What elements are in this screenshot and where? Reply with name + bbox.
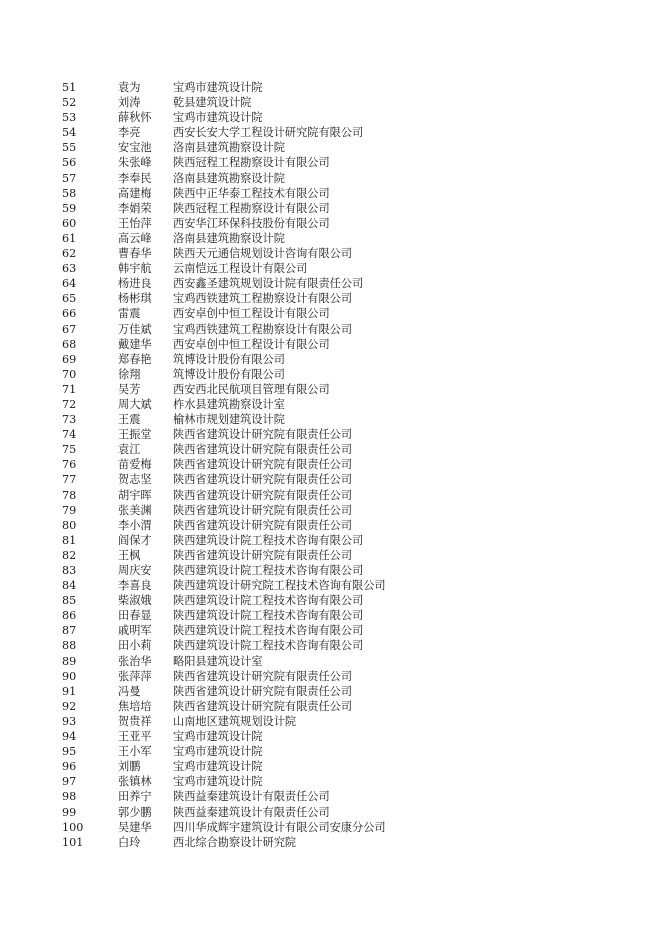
row-number: 91 xyxy=(62,684,77,698)
person-name: 焦培培 xyxy=(118,699,152,713)
row-number: 100 xyxy=(62,820,84,834)
roster-row xyxy=(0,699,662,714)
row-number: 72 xyxy=(62,397,77,411)
person-name: 李亮 xyxy=(118,126,141,140)
organization-name: 宝鸡市建筑设计院 xyxy=(173,775,263,789)
roster-row xyxy=(0,654,662,669)
roster-row xyxy=(0,216,662,231)
person-name: 贺贵祥 xyxy=(118,714,152,728)
row-number: 81 xyxy=(62,533,77,547)
person-name: 王怡萍 xyxy=(118,216,152,230)
organization-name: 西安西北民航项目管理有限公司 xyxy=(173,382,330,396)
row-number: 80 xyxy=(62,518,77,532)
person-name: 王亚平 xyxy=(118,730,152,744)
organization-name: 陕西建筑设计院工程技术咨询有限公司 xyxy=(173,624,364,638)
person-name: 王枫 xyxy=(118,548,141,562)
row-number: 84 xyxy=(62,579,77,593)
roster-row xyxy=(0,533,662,548)
organization-name: 山南地区建筑规划设计院 xyxy=(173,714,297,728)
row-number: 85 xyxy=(62,594,77,608)
roster-row xyxy=(0,382,662,397)
roster-row xyxy=(0,457,662,472)
organization-name: 乾县建筑设计院 xyxy=(173,96,252,110)
roster-row xyxy=(0,246,662,261)
person-name: 田养宁 xyxy=(118,790,152,804)
roster-row xyxy=(0,548,662,563)
row-number: 63 xyxy=(62,262,77,276)
person-name: 杨彬琪 xyxy=(118,292,152,306)
person-name: 贺志坚 xyxy=(118,473,152,487)
organization-name: 陕西省建筑设计研究院有限责任公司 xyxy=(173,458,353,472)
row-number: 52 xyxy=(62,96,77,110)
person-name: 吴芳 xyxy=(118,382,141,396)
roster-row xyxy=(0,125,662,140)
organization-name: 宝鸡市建筑设计院 xyxy=(173,745,263,759)
row-number: 61 xyxy=(62,231,77,245)
organization-name: 陕西建筑设计研究院工程技术咨询有限公司 xyxy=(173,579,386,593)
roster-row xyxy=(0,789,662,804)
organization-name: 榆林市规划建筑设计院 xyxy=(173,413,285,427)
person-name: 李娟荣 xyxy=(118,201,152,215)
roster-row xyxy=(0,669,662,684)
roster-row xyxy=(0,352,662,367)
organization-name: 洛南县建筑勘察设计院 xyxy=(173,231,285,245)
row-number: 98 xyxy=(62,790,77,804)
row-number: 96 xyxy=(62,760,77,774)
organization-name: 陕西省建筑设计研究院有限责任公司 xyxy=(173,428,353,442)
roster-row xyxy=(0,578,662,593)
organization-name: 洛南县建筑勘察设计院 xyxy=(173,171,285,185)
roster-row xyxy=(0,714,662,729)
roster-row xyxy=(0,291,662,306)
row-number: 83 xyxy=(62,564,77,577)
organization-name: 陕西省建筑设计研究院有限责任公司 xyxy=(173,443,353,457)
organization-name: 西安长安大学工程设计研究院有限公司 xyxy=(173,126,364,140)
organization-name: 陕西冠程工程勘察设计有限公司 xyxy=(173,201,330,215)
row-number: 68 xyxy=(62,337,77,351)
person-name: 戚明军 xyxy=(118,624,152,638)
person-name: 张治华 xyxy=(118,654,152,668)
person-name: 韩宇航 xyxy=(118,262,152,276)
organization-name: 柞水县建筑勘察设计室 xyxy=(173,397,285,411)
row-number: 51 xyxy=(62,81,77,94)
roster-row xyxy=(0,427,662,442)
row-number: 70 xyxy=(62,367,77,381)
organization-name: 宝鸡市建筑设计院 xyxy=(173,81,263,94)
person-name: 张美渊 xyxy=(118,503,152,517)
organization-name: 略阳县建筑设计室 xyxy=(173,654,263,668)
row-number: 55 xyxy=(62,141,77,155)
row-number: 57 xyxy=(62,171,77,185)
organization-name: 宝鸡市建筑设计院 xyxy=(173,111,263,125)
person-name: 高云峰 xyxy=(118,231,152,245)
person-name: 杨进良 xyxy=(118,277,152,291)
organization-name: 西安鑫圣建筑规划设计院有限责任公司 xyxy=(173,277,364,291)
organization-name: 陕西省建筑设计研究院有限责任公司 xyxy=(173,488,353,502)
row-number: 69 xyxy=(62,352,77,366)
row-number: 75 xyxy=(62,443,77,457)
row-number: 101 xyxy=(62,835,84,849)
row-number: 92 xyxy=(62,699,77,713)
person-name: 柴淑娥 xyxy=(118,594,152,608)
roster-row xyxy=(0,608,662,623)
organization-name: 云南恺远工程设计有限公司 xyxy=(173,262,308,276)
organization-name: 宝鸡市建筑设计院 xyxy=(173,730,263,744)
row-number: 82 xyxy=(62,548,77,562)
row-number: 66 xyxy=(62,307,77,321)
person-name: 王小军 xyxy=(118,745,152,759)
roster-row xyxy=(0,835,662,850)
roster-row xyxy=(0,186,662,201)
person-name: 吴建华 xyxy=(118,820,152,834)
roster-row xyxy=(0,155,662,170)
organization-name: 陕西建筑设计院工程技术咨询有限公司 xyxy=(173,609,364,623)
row-number: 60 xyxy=(62,216,77,230)
roster-row xyxy=(0,337,662,352)
organization-name: 宝鸡西铁建筑工程勘察设计有限公司 xyxy=(173,292,353,306)
row-number: 94 xyxy=(62,730,77,744)
person-name: 刘涛 xyxy=(118,96,141,110)
organization-name: 陕西省建筑设计研究院有限责任公司 xyxy=(173,473,353,487)
roster-row xyxy=(0,774,662,789)
row-number: 79 xyxy=(62,503,77,517)
roster-row xyxy=(0,171,662,186)
roster-row xyxy=(0,759,662,774)
roster-row xyxy=(0,684,662,699)
person-name: 万佳斌 xyxy=(118,322,152,336)
person-name: 阎保才 xyxy=(118,533,152,547)
organization-name: 陕西建筑设计院工程技术咨询有限公司 xyxy=(173,594,364,608)
person-name: 雷震 xyxy=(118,307,141,321)
person-name: 李小渭 xyxy=(118,518,152,532)
roster-row xyxy=(0,472,662,487)
roster-row xyxy=(0,201,662,216)
person-name: 高建梅 xyxy=(118,186,152,200)
roster-row xyxy=(0,412,662,427)
row-number: 62 xyxy=(62,247,77,261)
organization-name: 西安卓创中恒工程设计有限公司 xyxy=(173,337,330,351)
roster-row xyxy=(0,820,662,835)
person-name: 田小莉 xyxy=(118,639,152,653)
row-number: 77 xyxy=(62,473,77,487)
person-name: 徐翔 xyxy=(118,367,141,381)
organization-name: 陕西省建筑设计研究院有限责任公司 xyxy=(173,669,353,683)
organization-name: 筑博设计股份有限公司 xyxy=(173,352,285,366)
row-number: 74 xyxy=(62,428,77,442)
person-name: 周大斌 xyxy=(118,397,152,411)
person-name: 李喜良 xyxy=(118,579,152,593)
organization-name: 宝鸡市建筑设计院 xyxy=(173,760,263,774)
organization-name: 陕西建筑设计院工程技术咨询有限公司 xyxy=(173,639,364,653)
row-number: 65 xyxy=(62,292,77,306)
organization-name: 陕西冠程工程勘察设计有限公司 xyxy=(173,156,330,170)
roster-row xyxy=(0,261,662,276)
organization-name: 陕西益秦建筑设计有限责任公司 xyxy=(173,805,330,819)
roster-row xyxy=(0,805,662,820)
roster-row xyxy=(0,744,662,759)
row-number: 78 xyxy=(62,488,77,502)
person-name: 李奉民 xyxy=(118,171,152,185)
roster-row xyxy=(0,322,662,337)
row-number: 95 xyxy=(62,745,77,759)
organization-name: 陕西省建筑设计研究院有限责任公司 xyxy=(173,699,353,713)
organization-name: 陕西省建筑设计研究院有限责任公司 xyxy=(173,518,353,532)
row-number: 99 xyxy=(62,805,77,819)
row-number: 56 xyxy=(62,156,77,170)
roster-row xyxy=(0,306,662,321)
roster-row xyxy=(0,140,662,155)
roster-row xyxy=(0,276,662,291)
roster-row xyxy=(0,503,662,518)
roster-row xyxy=(0,563,662,578)
person-name: 王震 xyxy=(118,413,141,427)
person-name: 王振堂 xyxy=(118,428,152,442)
roster-row xyxy=(0,518,662,533)
row-number: 93 xyxy=(62,714,77,728)
roster-row xyxy=(0,442,662,457)
person-name: 安宝池 xyxy=(118,141,152,155)
person-name: 白玲 xyxy=(118,835,141,849)
row-number: 86 xyxy=(62,609,77,623)
organization-name: 陕西省建筑设计研究院有限责任公司 xyxy=(173,548,353,562)
person-name: 刘鹏 xyxy=(118,760,141,774)
row-number: 53 xyxy=(62,111,77,125)
person-name: 曹春华 xyxy=(118,247,152,261)
person-name: 田春显 xyxy=(118,609,152,623)
person-name: 张萍萍 xyxy=(118,669,152,683)
organization-name: 西安华江环保科技股份有限公司 xyxy=(173,216,330,230)
roster-row xyxy=(0,95,662,110)
row-number: 71 xyxy=(62,382,77,396)
row-number: 89 xyxy=(62,654,77,668)
person-name: 郭少鹏 xyxy=(118,805,152,819)
organization-name: 陕西省建筑设计研究院有限责任公司 xyxy=(173,684,353,698)
organization-name: 西安卓创中恒工程设计有限公司 xyxy=(173,307,330,321)
row-number: 64 xyxy=(62,277,77,291)
person-name: 袁为 xyxy=(118,81,141,94)
roster-row xyxy=(0,623,662,638)
organization-name: 陕西中正华泰工程技术有限公司 xyxy=(173,186,330,200)
organization-name: 陕西天元通信规划设计咨询有限公司 xyxy=(173,247,353,261)
row-number: 88 xyxy=(62,639,77,653)
organization-name: 陕西省建筑设计研究院有限责任公司 xyxy=(173,503,353,517)
person-name: 冯曼 xyxy=(118,684,141,698)
roster-row xyxy=(0,80,662,95)
row-number: 97 xyxy=(62,775,77,789)
roster-list xyxy=(0,80,662,850)
organization-name: 四川华成辉宇建筑设计有限公司安康分公司 xyxy=(173,820,386,834)
roster-row xyxy=(0,638,662,653)
row-number: 87 xyxy=(62,624,77,638)
person-name: 胡宇晖 xyxy=(118,488,152,502)
roster-row xyxy=(0,488,662,503)
organization-name: 洛南县建筑勘察设计院 xyxy=(173,141,285,155)
organization-name: 陕西益秦建筑设计有限责任公司 xyxy=(173,790,330,804)
person-name: 郑春艳 xyxy=(118,352,152,366)
person-name: 周庆安 xyxy=(118,564,152,577)
person-name: 袁江 xyxy=(118,443,141,457)
organization-name: 筑博设计股份有限公司 xyxy=(173,367,285,381)
row-number: 59 xyxy=(62,201,77,215)
row-number: 90 xyxy=(62,669,77,683)
row-number: 73 xyxy=(62,413,77,427)
row-number: 58 xyxy=(62,186,77,200)
roster-row xyxy=(0,397,662,412)
organization-name: 西北综合勘察设计研究院 xyxy=(173,835,297,849)
row-number: 54 xyxy=(62,126,77,140)
person-name: 苗爱梅 xyxy=(118,458,152,472)
roster-row xyxy=(0,367,662,382)
roster-row xyxy=(0,231,662,246)
person-name: 张镇林 xyxy=(118,775,152,789)
roster-row xyxy=(0,593,662,608)
row-number: 67 xyxy=(62,322,77,336)
row-number: 76 xyxy=(62,458,77,472)
person-name: 戴建华 xyxy=(118,337,152,351)
organization-name: 陕西建筑设计院工程技术咨询有限公司 xyxy=(173,564,364,577)
person-name: 薛秋怀 xyxy=(118,111,152,125)
organization-name: 陕西建筑设计院工程技术咨询有限公司 xyxy=(173,533,364,547)
roster-row xyxy=(0,729,662,744)
organization-name: 宝鸡西铁建筑工程勘察设计有限公司 xyxy=(173,322,353,336)
roster-row xyxy=(0,110,662,125)
person-name: 朱张峰 xyxy=(118,156,152,170)
